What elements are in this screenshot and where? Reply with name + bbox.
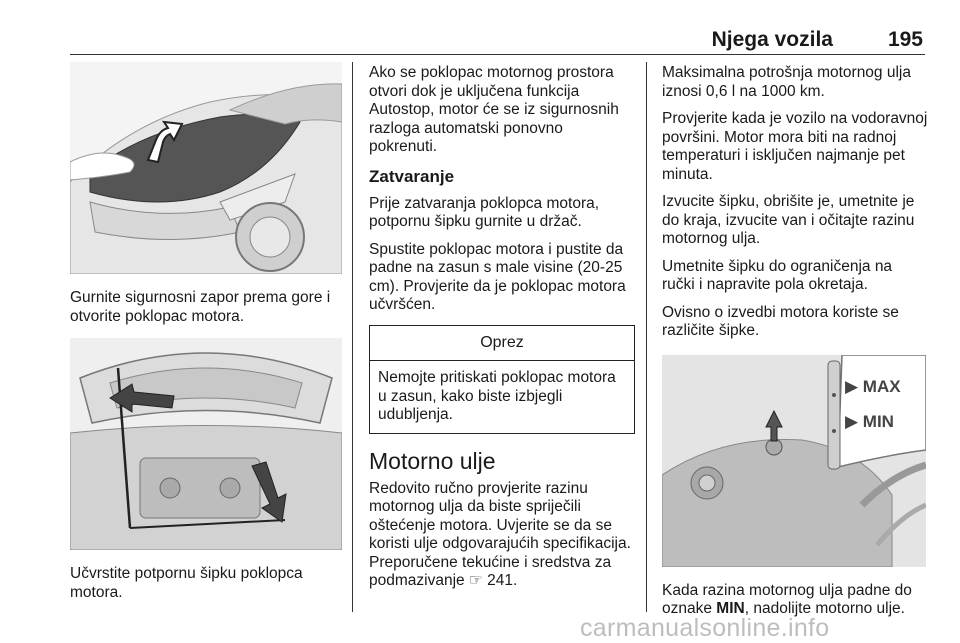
column-divider xyxy=(352,62,353,612)
caution-box xyxy=(369,325,635,434)
paragraph: Spustite poklopac motora i pustite da padne na zasun s male visine (20-25 cm). Provjerite da je poklopac motora učvršćen. xyxy=(369,240,626,313)
car-hood-illustration xyxy=(70,62,342,274)
paragraph: Izvucite šipku, obrišite je, umetnite je do kraja, izvucite van i očitajte razinu motornog ulja. xyxy=(662,193,915,247)
paragraph: Prije zatvaranja poklopca motora, potpornu šipku gurnite u držač. xyxy=(369,194,600,230)
column-1 xyxy=(70,62,342,611)
paragraph: Umetnite šipku do ograničenja na ručki i napravite pola okretaja. xyxy=(662,257,893,293)
paragraph: Ovisno o izvedbi motora koriste se različite šipke. xyxy=(662,303,899,339)
min-mark: MIN xyxy=(716,600,745,617)
dipstick-illustration xyxy=(662,355,926,567)
figure-caption: Gurnite sigurnosni zapor prema gore i otvorite poklopac motora. xyxy=(70,289,331,325)
figure-caption: Učvrstite potpornu šipku poklopca motora. xyxy=(70,565,303,601)
page-number: 195 xyxy=(887,28,923,51)
paragraph: Maksimalna potrošnja motornog ulja iznosi 0,6 l na 1000 km. xyxy=(662,64,911,100)
watermark: carmanualsonline.info xyxy=(580,614,830,642)
page-reference[interactable]: 241. xyxy=(487,572,518,589)
page-reference-icon: ☞ xyxy=(468,572,483,589)
paragraph: Redovito ručno provjerite razinu motornog ulja da biste spriječili oštećenje motora. Uvjerite se da se koristi ulje odgovarajućih specifikacija. Preporučene tekućine i sredstva za podmazivanje ☞ 241. xyxy=(369,479,631,589)
column-2 xyxy=(369,64,635,600)
dipstick-max-label: ▶ MAX xyxy=(845,376,901,396)
column-3 xyxy=(662,64,928,628)
header-rule xyxy=(70,54,925,55)
figure-caption: Kada razina motornog ulja padne do oznake MIN, nadolijte motorno ulje. xyxy=(662,581,912,617)
page-header xyxy=(70,28,925,54)
section-title: Njega vozila xyxy=(711,28,833,51)
paragraph: Provjerite kada je vozilo na vodoravnoj površini. Motor mora biti na radnoj temperaturi i isključen najmanje pet minuta. xyxy=(662,110,928,183)
caution-title: Oprez xyxy=(370,326,634,362)
column-divider xyxy=(646,62,647,612)
caution-text: Nemojte pritiskati poklopac motora u zasun, kako biste izbjegli udubljenja. xyxy=(378,369,616,423)
paragraph: Ako se poklopac motornog prostora otvori dok je uključena funkcija Autostop, motor će se iz sigurnosnih razloga automatski ponovno pokrenuti. xyxy=(369,64,619,155)
dipstick-min-label: ▶ MIN xyxy=(845,411,894,431)
hood-prop-rod-illustration xyxy=(70,338,342,550)
heading-engine-oil: Motorno ulje xyxy=(369,447,496,474)
heading-closing: Zatvaranje xyxy=(369,166,455,186)
